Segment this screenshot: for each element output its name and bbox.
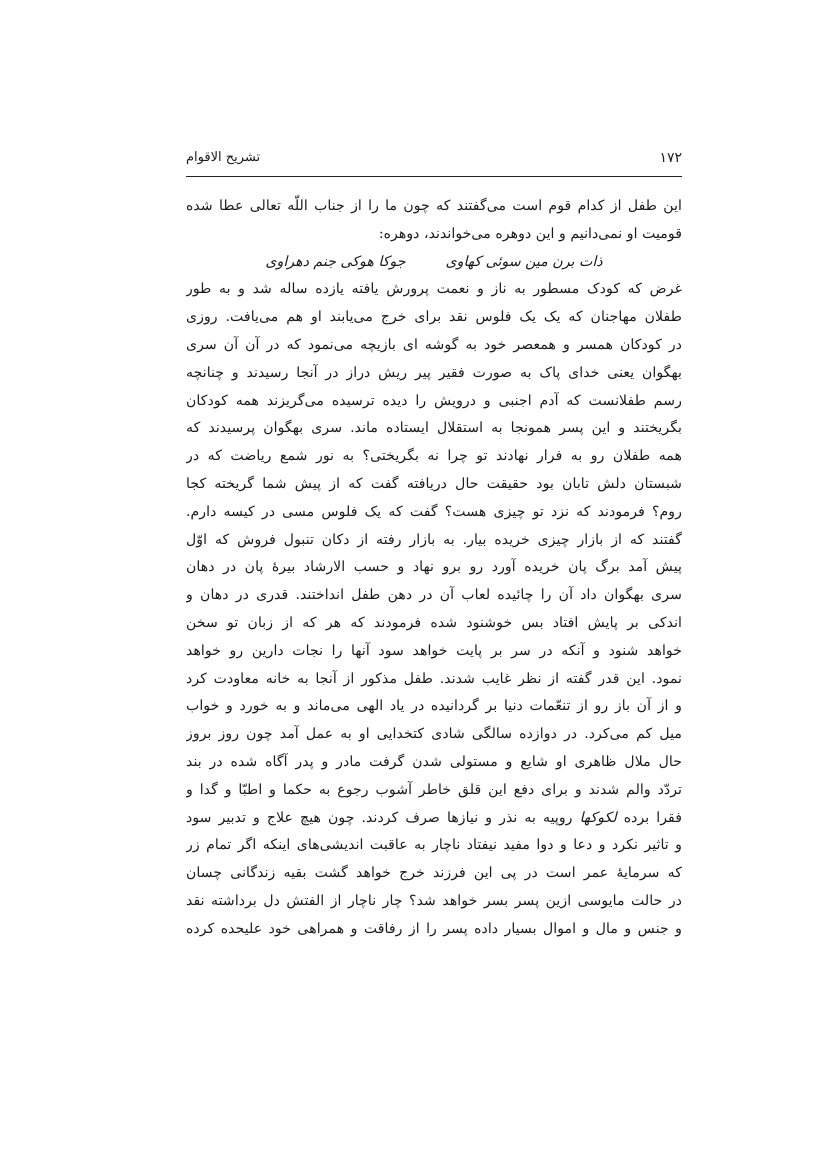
verse-hemistich-1: ذات برن مین سوئی کهاوی bbox=[445, 253, 603, 270]
text-line: گفتند که از بازار چیزی خریده بیار. به بازار رفته از دکان تنبول فروش که اوّل bbox=[186, 531, 682, 548]
page-number: ۱۷۲ bbox=[659, 150, 682, 166]
text-line: طفلان مهاجنان که یک یک فلوس نقد برای خرج می‌یابند او هم می‌یافت. روزی bbox=[186, 309, 682, 326]
verse-hemistich-2: جوکا هوکی جنم دهراوی bbox=[265, 253, 406, 270]
text-line: این طفل از کدام قوم است می‌گفتند که چون ما را از جناب اللّه تعالی عطا شده bbox=[186, 198, 682, 214]
text-line: و جنس و مال و اموال بسیار داده پسر را از رفاقت و همراهی خود علیحده کرده bbox=[186, 920, 682, 937]
text-line: نمود. این قدر گفته از نظر غایب شدند. طفل مذکور از آنجا به خانه معاودت کرد bbox=[186, 670, 682, 687]
text-line: در حالت مایوسی ازین پسر بسر خواهد شد؟ چار ناچار از الفتش دل برداشته نقد bbox=[186, 892, 682, 909]
text-segment: فقرا برده bbox=[616, 809, 682, 826]
text-line: تردّد والم شدند و برای دفع این قلق خاطر آشوب رجوع به حکما و اطبّا و گدا و bbox=[186, 781, 682, 798]
italic-word: لکوکها bbox=[579, 809, 617, 826]
body-text bbox=[186, 193, 682, 944]
text-line: سری بهگوان داد آن را چائیده لعاب آن در دهن طفل انداختند. قدری در دهان و bbox=[186, 587, 682, 604]
text-line: در کودکان همسر و همعصر خود به گوشه ای بازیچه می‌نمود که در آن آن سری bbox=[186, 336, 682, 353]
page-header bbox=[186, 146, 682, 177]
text-line: همه طفلان رو به فرار نهادند تو چرا نه بگریختی؟ به نور شمع ریاضت که در bbox=[186, 448, 682, 465]
text-line: روم؟ فرمودند که نزد تو چیزی هست؟ گفت که یک فلوس مسی در کیسه دارم. bbox=[186, 503, 682, 520]
text-line: بهگوان یعنی خدای پاک به صورت فقیر پیر ریش دراز در آنجا رسیدند و چنانچه bbox=[186, 364, 682, 381]
text-segment: روپیه به نذر و نیازها صرف کردند. چون هیچ علاج و تدبیر سود bbox=[186, 809, 580, 826]
text-line: که سرمایۀ عمر است در پی این فرزند خرج خواهد گشت بقیه زندگانی چسان bbox=[186, 865, 682, 882]
text-line: بگریختند و این پسر همونجا به استقلال ایستاده ماند. سری بهگوان پرسیدند که bbox=[186, 420, 682, 437]
verse bbox=[186, 249, 682, 277]
text-line: میل کم می‌کرد. در دوازده سالگی شادی کتخدایی او به عمل آمد چون روز بروز bbox=[186, 726, 682, 743]
text-line: خواهد شنود و آنکه در سر بر پایت خواهد سود آنها را نجات دارین رو خواهد bbox=[186, 642, 682, 659]
text-line: قومیت او نمی‌دانیم و این دوهره می‌خواندند، دوهره: bbox=[378, 225, 682, 242]
text-line: شبستان دلش تابان بود حقیقت حال دریافته گفت که از پیش شما گریخته کجا bbox=[186, 475, 682, 492]
text-line-with-italic bbox=[186, 805, 682, 833]
text-line: و از آن باز رو از تنعّمات دنیا بر گردانیده در یاد الهی می‌ماند و به خورد و خواب bbox=[186, 698, 682, 715]
text-line: اندکی بر پایش افتاد بس خوشنود شده فرمودند که هر که از زبان تو سخن bbox=[186, 614, 682, 631]
text-line: و تاثیر نکرد و دعا و دوا مفید نیفتاد ناچار به عاقبت اندیشی‌های اینکه اگر تمام زر bbox=[186, 837, 682, 854]
text-line: غرض که کودک مسطور به ناز و نعمت پرورش یافته یازده ساله شد و به طور bbox=[186, 281, 682, 298]
running-title: تشریح الاقوام bbox=[186, 150, 261, 165]
text-line: رسم طفلانست که آدم اجنبی و درویش را دیده ترسیده می‌گریزند همه کودکان bbox=[186, 392, 682, 409]
text-line: حال ملال ظاهری او شایع و مستولی شدن گرفت مادر و پدر آگاه شده در بند bbox=[186, 753, 682, 770]
text-line: پیش آمد برگ پان خریده آورد رو برو نهاد و حسب الارشاد بیرۀ پان در دهان bbox=[186, 559, 682, 576]
